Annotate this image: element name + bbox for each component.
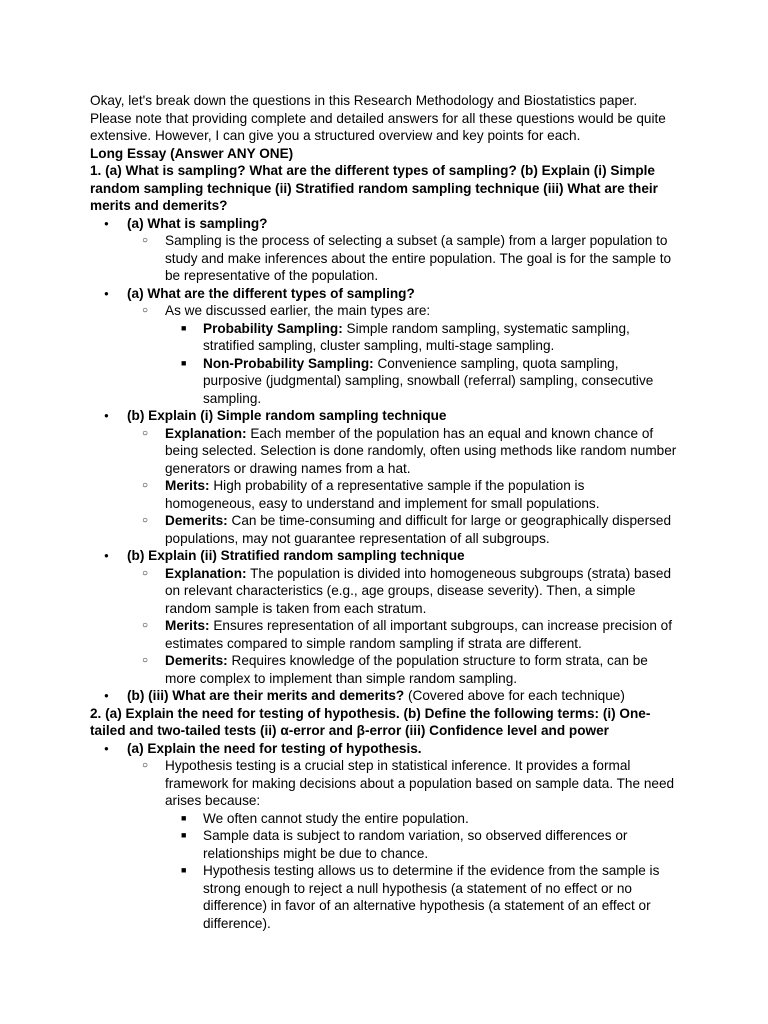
merits-text: Ensures representation of all important subgroups, can increase precision of estimates compared to simple random sampling if strata are different. — [165, 618, 673, 651]
hypothesis-testing-text: ○ Hypothesis testing is a crucial step in statistical inference. It provides a formal framework for making decisions about a population based on sample data. The need arises because: — [165, 758, 675, 808]
merits-label: Merits: — [165, 478, 210, 493]
list-item — [90, 215, 678, 285]
q1a-types-heading: ● (a) What are the different types of sampling? — [127, 285, 415, 301]
q2a-heading: ● (a) Explain the need for testing of hypothesis. — [127, 740, 422, 756]
list-item — [127, 757, 678, 932]
non-probability-sampling-text: Convenience sampling, quota sampling, purposive (judgmental) sampling, snowball (referral) sampling, consecutive sampling. — [203, 355, 654, 406]
list-item — [165, 862, 678, 932]
list-item — [165, 827, 678, 862]
list-item — [127, 232, 678, 285]
list-item — [90, 547, 678, 687]
list-item — [127, 617, 678, 652]
non-probability-sampling-label: Non-Probability Sampling: — [203, 355, 374, 371]
need-point-2: ■ Sample data is subject to random variation, so observed differences or relationships might be due to chance. — [203, 828, 628, 861]
list-item — [165, 355, 678, 408]
explanation-label: Explanation: — [165, 425, 247, 441]
types-intro: ○ As we discussed earlier, the main types are: — [165, 303, 431, 318]
list-item — [90, 407, 678, 547]
intro-paragraph: Okay, let's break down the questions in this Research Methodology and Biostatistics paper. Please note that providing complete and detailed answers for all these questions would be quite extensive. However, I can give you a structured overview and key points for each. — [90, 93, 666, 143]
list-item — [165, 810, 678, 828]
question-2-title: 2. (a) Explain the need for testing of hypothesis. (b) Define the following terms: (i) One-tailed and two-tailed tests (ii) α-error and β-error (iii) Confidence level and power — [90, 705, 651, 738]
merits-label: Merits: — [165, 618, 210, 633]
section-title: Long Essay (Answer ANY ONE) — [90, 145, 294, 161]
explanation-text: Each member of the population has an equal and known chance of being selected. Selection is done randomly, often using methods like random number generators or drawing names from a hat. — [165, 425, 677, 476]
list-item — [127, 652, 678, 687]
probability-sampling-text: Simple random sampling, systematic sampling, stratified sampling, cluster sampling, multi-stage sampling. — [203, 320, 630, 353]
demerits-text: Requires knowledge of the population structure to form strata, can be more complex to implement than simple random sampling. — [165, 653, 648, 686]
question-1-answers — [90, 215, 678, 705]
list-item — [127, 302, 678, 407]
q1b-simple-random-heading: ● (b) Explain (i) Simple random sampling technique — [127, 408, 447, 423]
list-item — [127, 512, 678, 547]
demerits-label: Demerits: — [165, 513, 228, 528]
explanation-text: The population is divided into homogeneous subgroups (strata) based on relevant characteristics (e.g., age groups, disease severity). Then, a simple random sample is taken from each stratum. — [165, 565, 672, 616]
demerits-label: Demerits: — [165, 653, 228, 668]
question-1-title: 1. (a) What is sampling? What are the different types of sampling? (b) Explain (i) Simple random sampling technique (ii) Stratified random sampling technique (iii) What are their merits and demerits? — [90, 163, 658, 213]
list-item — [90, 740, 678, 933]
demerits-text: Can be time-consuming and difficult for large or geographically dispersed populations, may not guarantee representation of all subgroups. — [165, 513, 672, 546]
need-point-1: ■ We often cannot study the entire population. — [203, 810, 469, 826]
list-item — [127, 565, 678, 618]
question-2-answers — [90, 740, 678, 933]
sampling-definition: ○ Sampling is the process of selecting a subset (a sample) from a larger population to study and make inferences about the entire population. The goal is for the sample to be representative of the population. — [165, 233, 672, 283]
list-item — [127, 425, 678, 478]
merits-text: High probability of a representative sample if the population is homogeneous, easy to understand and implement for small populations. — [165, 478, 600, 511]
q1b-merits-demerits-note: (Covered above for each technique) — [404, 688, 625, 703]
list-item — [165, 320, 678, 355]
list-item — [90, 285, 678, 408]
list-item — [127, 477, 678, 512]
explanation-label: Explanation: — [165, 565, 247, 581]
need-point-3: ■ Hypothesis testing allows us to determine if the evidence from the sample is strong enough to reject a null hypothesis (a statement of no effect or no difference) in favor of an alternative hypothesis (a statement of an effect or difference). — [203, 863, 660, 931]
q1b-merits-demerits-heading: (b) (iii) What are their merits and demerits? — [127, 688, 405, 703]
probability-sampling-label: Probability Sampling: — [203, 320, 343, 336]
q1a-sampling-heading: ● (a) What is sampling? — [127, 215, 268, 231]
q1b-stratified-heading: ● (b) Explain (ii) Stratified random sampling technique — [127, 548, 465, 563]
list-item — [90, 687, 678, 705]
